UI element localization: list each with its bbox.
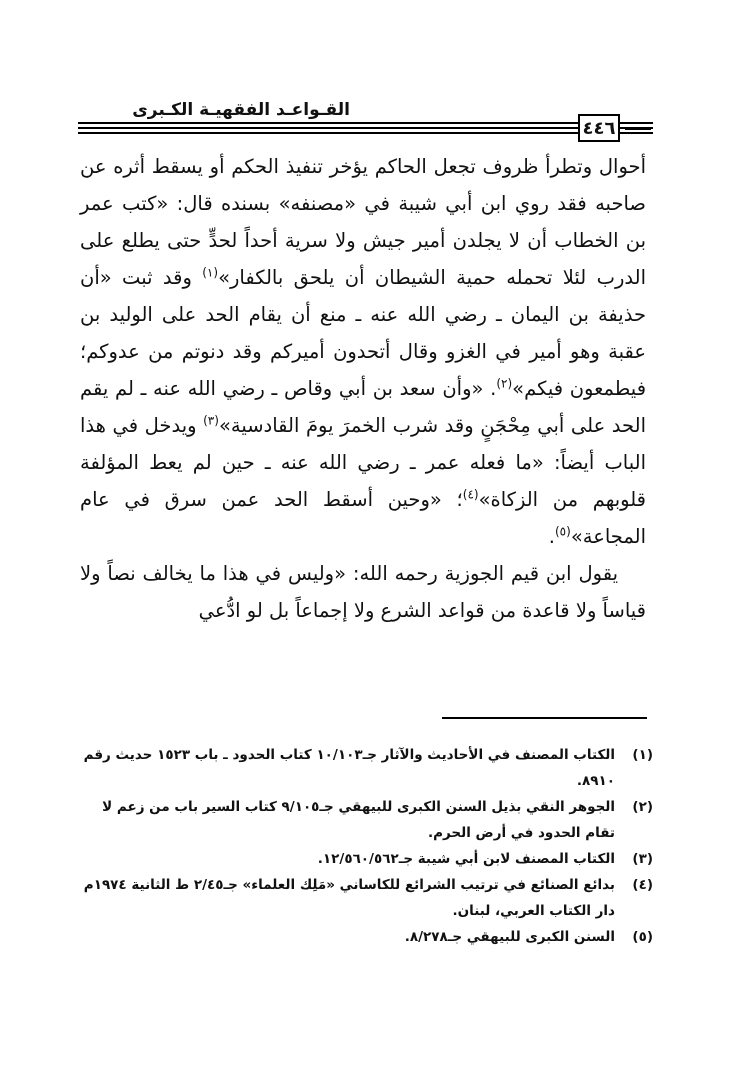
running-header-title: القـواعـد الفقهيـة الكـبرى [132, 100, 350, 120]
footnote-ref[interactable]: (١) [202, 265, 219, 280]
footnote-ref[interactable]: (٤) [462, 487, 479, 502]
footnote-number: (٢) [632, 799, 653, 815]
footnote-ref[interactable]: (٢) [496, 376, 513, 391]
text-run: . «وأن سعد بن أبي وقاص ـ رضي الله عنه ـ لم يقم الحد على أبي مِحْجَنٍ وقد شرب الخمرَ يومَ القادسية» [80, 377, 646, 437]
text-run: . [548, 525, 555, 548]
text-run: ؛ «وحين أسقط الحد عمن سرق في عام المجاعة» [80, 488, 646, 548]
text-run: وقد ثبت «أن حذيفة بن اليمان ـ رضي الله عنه ـ منع أن يقام الحد على الوليد بن عقبة وهو أمير في الغزو وقال أتحدون أميركم وقد دنوتم من عدوكم؛ فيطمعون فيكم» [80, 266, 647, 400]
header-rule [78, 122, 653, 124]
footnote-text: السنن الكبرى للبيهقي جـ٨/٢٧٨. [404, 929, 615, 945]
header-rule [78, 127, 653, 129]
page-number-dash [625, 128, 651, 130]
paragraph [80, 148, 646, 555]
footnote-text: بدائع الصنائع في ترتيب الشرائع للكاساني «مَلِك العلماء» جـ٢/٤٥ ط الثانية ١٩٧٤م دار الكتاب العربي، لبنان. [83, 877, 615, 919]
footnote [68, 846, 653, 872]
header-rule [78, 132, 653, 134]
footnote [68, 924, 653, 950]
footnote-number: (٣) [632, 851, 653, 867]
footnote-number: (٥) [632, 929, 653, 945]
footnote-number: (٤) [632, 877, 653, 893]
footnote [68, 872, 653, 924]
paragraph: يقول ابن قيم الجوزية رحمه الله: «وليس في هذا ما يخالف نصاً ولا قياساً ولا قاعدة من قواعد الشرع ولا إجماعاً بل لو ادُّعي [80, 562, 646, 622]
footnote-separator [442, 717, 647, 719]
text-run: ويدخل في هذا الباب أيضاً: «ما فعله عمر ـ رضي الله عنه ـ حين لم يعط المؤلفة قلوبهم من الزكاة» [80, 414, 646, 511]
footnote-text: الكتاب المصنف في الأحاديث والآثار جـ١٠/١٠٣ كتاب الحدود ـ باب ١٥٢٣ حديث رقم ٨٩١٠. [83, 747, 615, 789]
footnote-text: الكتاب المصنف لابن أبي شيبة جـ١٢/٥٦٠/٥٦٢. [317, 851, 615, 867]
footnote-ref[interactable]: (٣) [203, 413, 219, 428]
footnote-ref[interactable]: (٥) [554, 524, 571, 539]
main-text [80, 148, 646, 629]
page-number: ٤٤٦ [578, 114, 620, 142]
footnotes [68, 742, 653, 950]
footnote-text: الجوهر النقي بذيل السنن الكبرى للبيهقي جـ٩/١٠٥ كتاب السير باب من زعم لا تقام الحدود في أرض الحرم. [102, 799, 615, 841]
footnote-number: (١) [632, 747, 653, 763]
text-run: أحوال وتطرأ ظروف تجعل الحاكم يؤخر تنفيذ الحكم أو يسقط أثره عن صاحبه فقد روي ابن أبي شيبة في «مصنفه» بسنده قال: «كتب عمر بن الخطاب أن لا يجلدن أمير جيش ولا سرية أحداً لحدٍّ حتى يطلع على الدرب لئلا تحمله حمية الشيطان أن يلحق بالكفار» [80, 155, 646, 289]
footnote [68, 794, 653, 846]
page-number-dash [625, 122, 651, 124]
footnote [68, 742, 653, 794]
